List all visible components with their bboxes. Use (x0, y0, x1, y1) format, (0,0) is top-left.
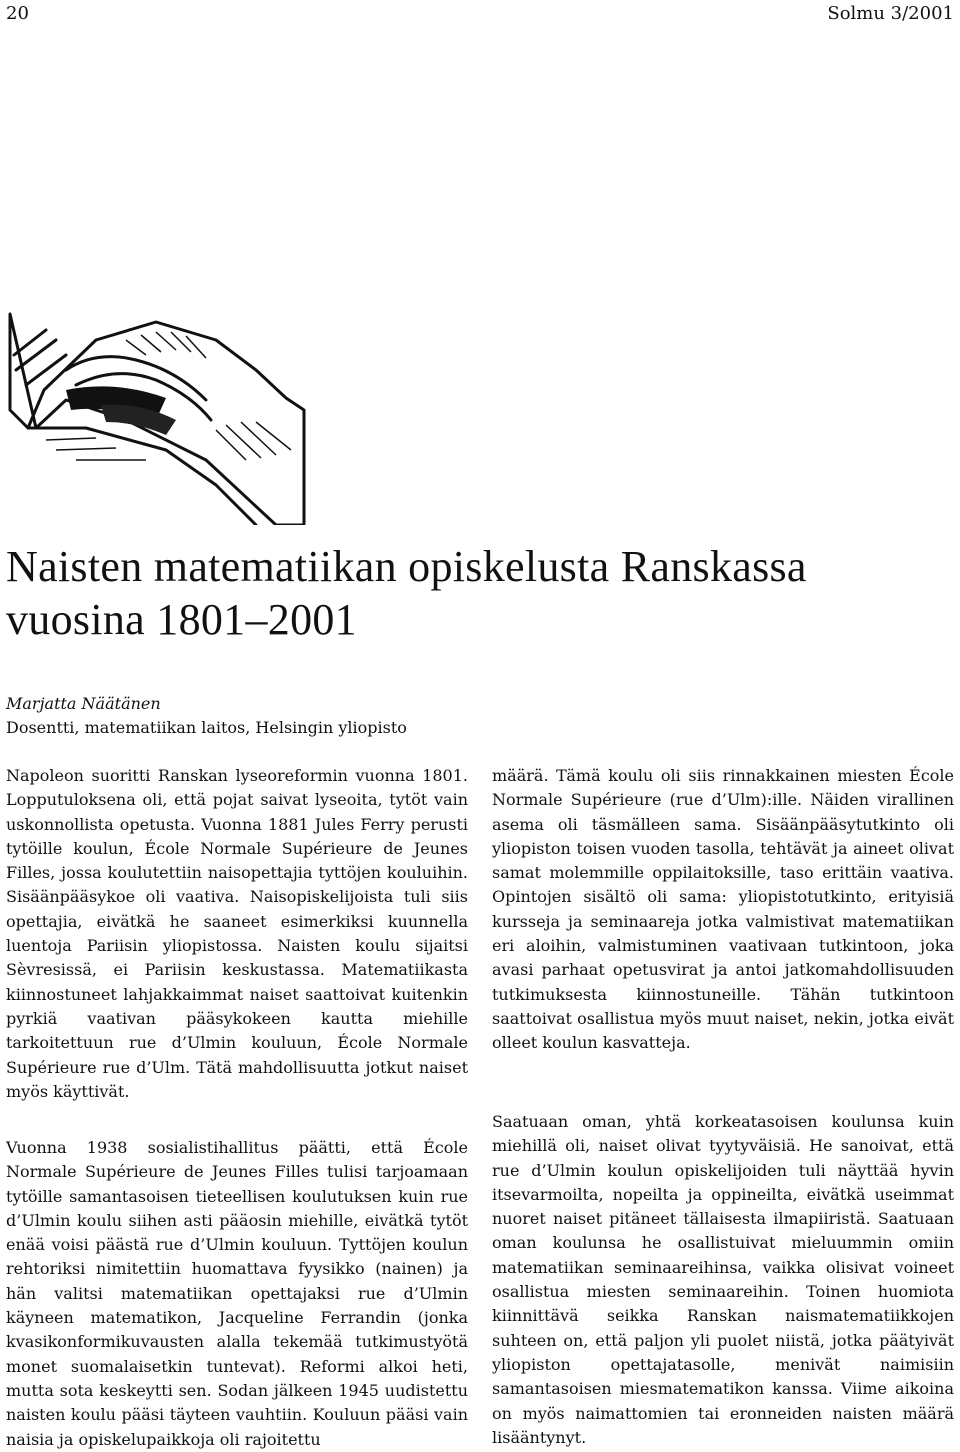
right-column-bottom (492, 1110, 954, 1450)
right-column-top (492, 764, 954, 1056)
pen-nib-illustration (6, 310, 306, 525)
paragraph: määrä. Tämä koulu oli siis rinnakkainen miesten École Normale Supérieure (rue d’Ulm):ille. Näiden virallinen asema oli täsmälleen sama. Sisäänpääsytutkinto oli yliopiston toisen vuoden tasolla, tehtävät ja aineet olivat samat molemmille oppilaitoksille, taso erittäin vaativa. Opintojen sisältö oli sama: yliopistotutkinto, erityisiä kursseja ja seminaareja jotka valmistivat matematiikan eri aloihin, valmistuminen vaativaan tutkintoon, joka avasi parhaat opetusvirat ja antoi jatkomahdollisuuden tutkimuksesta kiinnostuneille. Tähän tutkintoon saattoivat osallistua myös muut naiset, nekin, jotka eivät olleet koulun kasvatteja. (492, 766, 954, 1053)
paragraph: Napoleon suoritti Ranskan lyseoreformin vuonna 1801. Lopputuloksena oli, että pojat saivat lyseoita, tytöt vain uskonnollista opetusta. Vuonna 1881 Jules Ferry perusti tytöille koulun, École Normale Supérieure de Jeunes Filles, jossa koulutettiin naisopettajia tyttöjen kouluihin. Sisäänpääsykoe oli vaativa. Naisopiskelijoista tuli siis opettajia, eivätkä he saaneet esimerkiksi kuunnella luentoja Pariisin yliopistossa. Naisten koulu sijaitsi Sèvresissä, ei Pariisin keskustassa. Matematiikasta kiinnostuneet lahjakkaimmat naiset saattoivat kuitenkin pyrkiä vaativan pääsykokeen kautta miehille tarkoitettuun rue d’Ulmin kouluun, École Normale Supérieure rue d’Ulm. Tätä mahdollisuutta jotkut naiset myös käyttivät. (6, 766, 468, 1101)
left-column-top (6, 764, 468, 1104)
page-number: 20 (6, 3, 29, 24)
issue-label: Solmu 3/2001 (827, 3, 954, 24)
paragraph: Vuonna 1938 sosialistihallitus päätti, että École Normale Supérieure de Jeunes Filles tulisi tarjoamaan tytöille samantasoisen tieteellisen koulutuksen kuin rue d’Ulmin koulu siihen asti pääosin miehille, eivätkä tytöt enää voisi päästä rue d’Ulmin kouluun. Tyttöjen koulun rehtoriksi nimitettiin huomattava fyysikko (nainen) ja hän valitsi matematiikan opettajaksi rue d’Ulmin käyneen matematikon, Jacqueline Ferrandin (jonka kvasikonformikuvausten alalla tekemää tutkimustyötä monet suomalaisetkin tuntevat). Reformi alkoi heti, mutta sota keskeytti sen. Sodan jälkeen 1945 uudistettu naisten koulu pääsi täyteen vauhtiin. Kouluun pääsi vain naisia ja opiskelupaikkoja oli rajoitettu (6, 1138, 468, 1449)
paragraph: Saatuaan oman, yhtä korkeatasoisen koulunsa kuin miehillä oli, naiset olivat tyytyväisiä. He sanoivat, että rue d’Ulmin koulun opiskelijoiden tuli näyttää hyvin itsevarmoilta, nopeilta ja oppineilta, eivätkä useimmat nuoret naiset pitäneet tällaisesta ilmapiiristä. Saatuaan oman koulunsa he osallistuivat mieluummin omiin matematiikan seminaareihinsa, vaikka olisivat voineet osallistua miesten seminaareihin. Toinen huomiota kiinnittävä seikka Ranskan naismatematiikkojen suhteen on, että paljon yli puolet niistä, jotka päätyivät yliopiston opettajatasolle, menivät naimisiin samantasoisen miesmatematikon kanssa. Viime aikoina on myös naimattomien tai eronneiden naisten määrä lisääntynyt. (492, 1112, 954, 1447)
left-column-bottom (6, 1136, 468, 1452)
article-title: Naisten matematiikan opiskelusta Ranskassa vuosina 1801–2001 (6, 542, 807, 644)
author-affiliation: Dosentti, matematiikan laitos, Helsingin yliopisto (6, 718, 407, 737)
author-block (6, 692, 706, 740)
author-name: Marjatta Näätänen (6, 694, 161, 713)
